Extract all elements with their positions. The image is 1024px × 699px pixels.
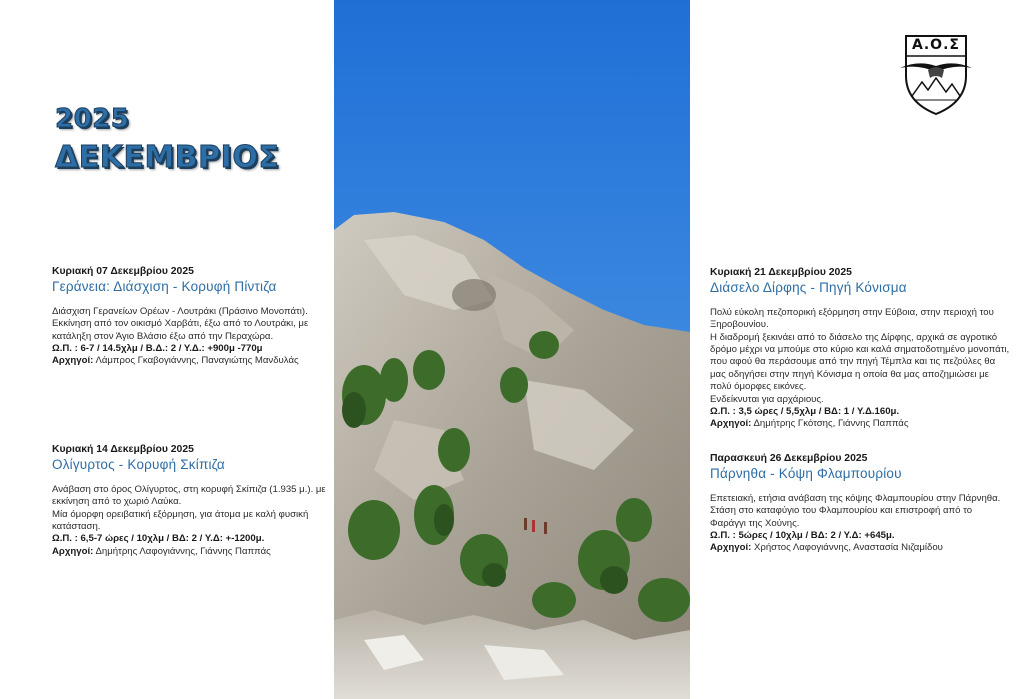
leaders-names: Λάμπρος Γκαβογιάννης, Παναγιώτης Μανδυλάς xyxy=(95,355,299,367)
event-leaders xyxy=(52,355,332,367)
event-date: Παρασκευή 26 Δεκεμβρίου 2025 xyxy=(710,453,868,464)
event-leaders xyxy=(710,542,1010,554)
event-description: Πολύ εύκολη πεζοπορική εξόρμηση στην Εύβοια, στην περιοχή του Ξηροβουνίου. Η διαδρομή ξεκινάει από το διάσελο της Δίρφης, αρχικά σε αγροτικό δρόμο μέχρι να μπούμε στο κύριο και καλά σηματοδοτημένο μονοπάτι, που αφού θα περάσουμε από την πηγή Τέμπλα και τις πεζούλες θα μας οδηγήσει στην πηγή Κόνισμα η οποία θα μας αποζημιώσει με πολύ όμορφες εικόνες. Ενδείκνυται για αρχάριους. xyxy=(710,306,1010,405)
event-title: Πάρνηθα - Κόψη Φλαμπουρίου xyxy=(710,466,902,482)
event-stats: Ω.Π. : 3,5 ώρες / 5,5χλμ / ΒΔ: 1 / Υ.Δ.160μ. xyxy=(710,406,900,418)
event-description: Επετειακή, ετήσια ανάβαση της κόψης Φλαμπουρίου στην Πάρνηθα. Στάση στο καταφύγιο του Φλαμπουρίου και επιστροφή από το Φαράγγι της Χούνης. xyxy=(710,492,1001,529)
club-logo xyxy=(898,34,974,116)
event-date: Κυριακή 07 Δεκεμβρίου 2025 xyxy=(52,266,194,277)
event-leaders xyxy=(710,418,1010,430)
event-stats: Ω.Π. : 5ώρες / 10χλμ / ΒΔ: 2 / Υ.Δ: +645μ. xyxy=(710,530,895,542)
event-title: Ολίγυρτος - Κορυφή Σκίπιζα xyxy=(52,457,225,473)
leaders-label: Αρχηγοί: xyxy=(52,545,94,557)
month-heading: ΔΕΚΕΜΒΡΙΟΣ xyxy=(55,140,280,175)
leaders-label: Αρχηγοί: xyxy=(52,355,94,367)
leaders-names: Δημήτρης Γκότσης, Γιάννης Παππάς xyxy=(753,418,909,430)
event-title: Διάσελο Δίρφης - Πηγή Κόνισμα xyxy=(710,280,907,296)
event-title: Γεράνεια: Διάσχιση - Κορυφή Πίντιζα xyxy=(52,279,277,295)
leaders-label: Αρχηγοί: xyxy=(710,418,752,430)
event-description: Ανάβαση στο όρος Ολίγυρτος, στη κορυφή Σκίπιζα (1.935 μ.). με εκκίνηση από το χωριό Λαύκα. Μία όμορφη ορειβατική εξόρμηση, για άτομα με καλή φυσική κατάσταση. xyxy=(52,483,326,533)
event-2 xyxy=(52,444,332,558)
event-stats: Ω.Π. : 6,5-7 ώρες / 10χλμ / ΒΔ: 2 / Υ.Δ: +-1200μ. xyxy=(52,533,265,545)
logo-text: Α.Ο.Σ xyxy=(912,37,960,53)
leaders-names: Χρήστος Λαφογιάννης, Αναστασία Νιζαμίδου xyxy=(753,542,943,554)
event-stats: Ω.Π. : 6-7 / 14.5χλμ / Β.Δ.: 2 / Υ.Δ.: +900μ -770μ xyxy=(52,343,263,355)
event-date: Κυριακή 14 Δεκεμβρίου 2025 xyxy=(52,444,194,455)
event-3 xyxy=(710,267,1010,431)
event-4 xyxy=(710,453,1010,555)
year-heading: 2025 xyxy=(55,104,130,134)
mountain-photo xyxy=(334,0,690,699)
leaders-label: Αρχηγοί: xyxy=(710,542,752,554)
event-leaders xyxy=(52,546,332,558)
leaders-names: Δημήτρης Λαφογιάννης, Γιάννης Παππάς xyxy=(95,545,271,557)
event-description: Διάσχιση Γερανείων Ορέων - Λουτράκι (Πράσινο Μονοπάτι). Εκκίνηση από τον οικισμό Χαρβάτι, έξω από το Λουτράκι, με κατάληξη στον Άγιο Βλάσιο έξω από την Περαχώρα. xyxy=(52,305,309,342)
event-1 xyxy=(52,266,332,368)
event-date: Κυριακή 21 Δεκεμβρίου 2025 xyxy=(710,267,852,278)
